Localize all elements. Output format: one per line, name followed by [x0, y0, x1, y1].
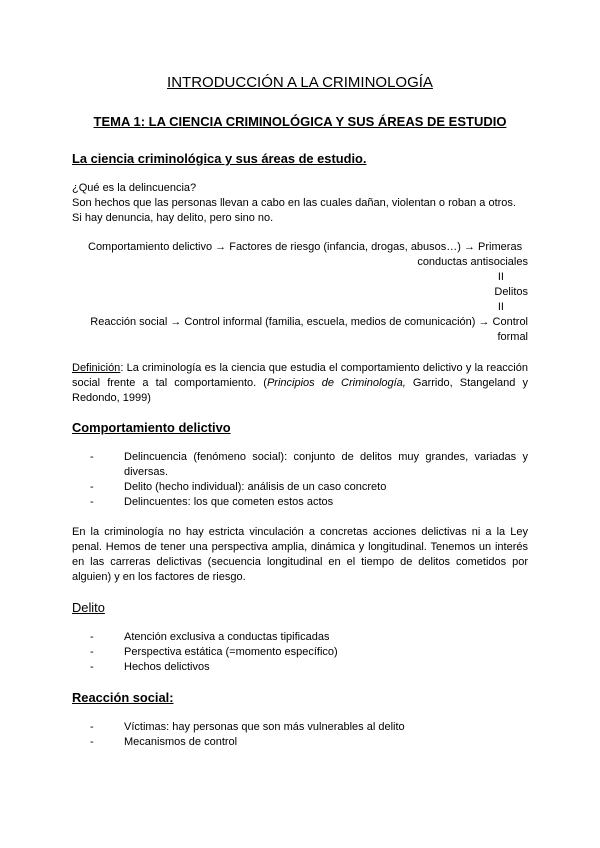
comportamiento-list — [72, 450, 528, 510]
topic-title: TEMA 1: LA CIENCIA CRIMINOLÓGICA Y SUS ÁREAS DE ESTUDIO — [93, 114, 507, 129]
answer-line-2: Si hay denuncia, hay delito, pero sino no. — [72, 212, 274, 224]
definition-text: : La criminología es la ciencia que estudia el comportamiento delictivo y la reacción social frente a tal comportamiento. ( — [72, 362, 528, 389]
document-title: INTRODUCCIÓN A LA CRIMINOLOGÍA — [167, 74, 433, 91]
list-item: - Delincuencia (fenómeno social): conjunto de delitos muy grandes, variadas y diversas. — [90, 450, 528, 480]
flow-delitos: Delitos — [494, 286, 528, 298]
flow-equal-mark-1: II — [497, 271, 504, 283]
delito-list — [72, 630, 528, 675]
list-item: - Delincuentes: los que cometen estos actos — [90, 495, 528, 510]
list-item: - Hechos delictivos — [90, 660, 528, 675]
definition-label: Definición — [72, 362, 121, 374]
flow-row-1-cont: conductas antisociales — [417, 256, 528, 268]
comportamiento-paragraph: En la criminología no hay estricta vinculación a concretas acciones delictivas ni a la Ley penal. Hemos de tener una perspectiva amplia, dinámica y longitudinal. Tenemos un interés en las carreras delictivas (secuencia longitudinal en el tiempo de delitos cometidos por alguien) y en los factores de riesgo. — [72, 526, 528, 583]
section-heading-delito: Delito — [72, 600, 105, 615]
definition-citation: Garrido, Stangeland y Redondo, 1999) — [72, 377, 528, 404]
flow-diagram — [72, 240, 528, 345]
definition-book: Principios de Criminología, — [266, 377, 406, 389]
list-item: - Mecanismos de control — [90, 735, 528, 750]
list-item: - Atención exclusiva a conductas tipificadas — [90, 630, 528, 645]
flow-row-2-cont: formal — [497, 331, 528, 343]
answer-line-1: Son hechos que las personas llevan a cabo en las cuales dañan, violentan o roban a otros. — [72, 197, 516, 209]
list-item: - Víctimas: hay personas que son más vulnerables al delito — [90, 720, 528, 735]
section-heading-ciencia: La ciencia criminológica y sus áreas de estudio. — [72, 151, 367, 166]
flow-row-2: Reacción social → Control informal (familia, escuela, medios de comunicación) → Control — [90, 316, 528, 328]
section-heading-comportamiento: Comportamiento delictivo — [72, 420, 231, 435]
list-item: - Delito (hecho individual): análisis de un caso concreto — [90, 480, 528, 495]
question-text: ¿Qué es la delincuencia? — [72, 182, 197, 194]
flow-equal-mark-2: II — [497, 301, 504, 313]
list-item: - Perspectiva estática (=momento específico) — [90, 645, 528, 660]
definition-paragraph — [72, 361, 528, 406]
reaccion-list — [72, 720, 528, 750]
flow-row-1: Comportamiento delictivo → Factores de riesgo (infancia, drogas, abusos…) → Primeras — [88, 241, 523, 253]
section-heading-reaccion: Reacción social: — [72, 690, 174, 705]
